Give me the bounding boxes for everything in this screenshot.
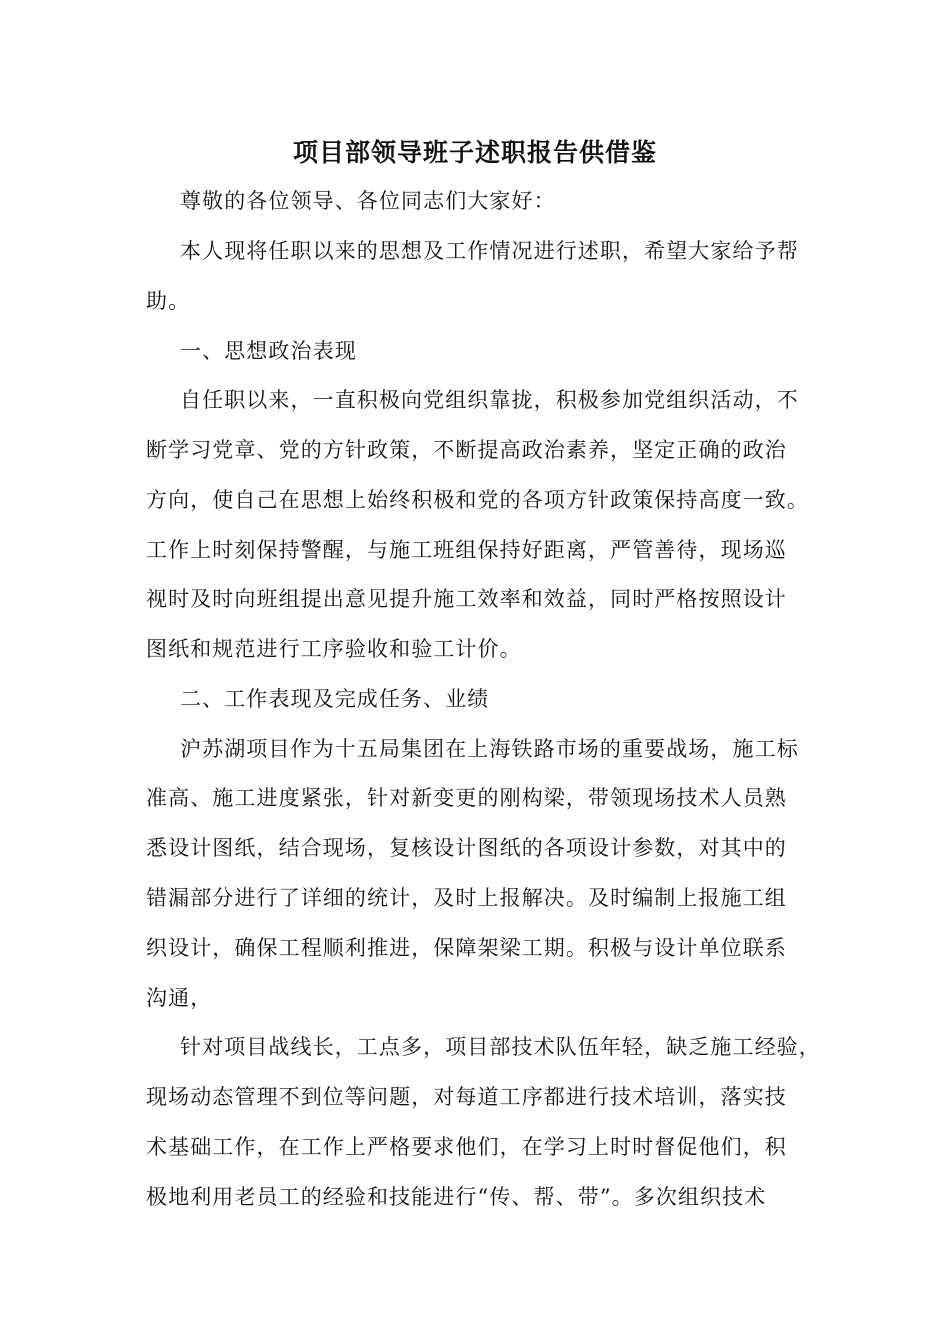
paragraph-line: 本人现将任职以来的思想及工作情况进行述职，希望大家给予帮 <box>180 239 799 263</box>
paragraph-line: 极地利用老员工的经验和技能进行“传、帮、带”。多次组织技术 <box>146 1185 767 1209</box>
paragraph-line: 准高、施工进度紧张，针对新变更的刚构梁，带领现场技术人员熟 <box>146 786 787 810</box>
paragraph-line: 悉设计图纸，结合现场，复核设计图纸的各项设计参数，对其中的 <box>146 836 787 860</box>
paragraph-line: 断学习党章、党的方针政策，不断提高政治素养，坚定正确的政治 <box>146 438 787 462</box>
paragraph-line: 错漏部分进行了详细的统计，及时上报解决。及时编制上报施工组 <box>146 886 787 910</box>
paragraph-line: 视时及时向班组提出意见提升施工效率和效益，同时严格按照设计 <box>146 587 787 611</box>
paragraph-line: 沟通， <box>146 986 213 1010</box>
paragraph-line: 术基础工作，在工作上严格要求他们，在学习上时时督促他们，积 <box>146 1135 787 1159</box>
document-title: 项目部领导班子述职报告供借鉴 <box>292 138 657 167</box>
paragraph-line: 自任职以来，一直积极向党组织靠拢，积极参加党组织活动，不 <box>180 388 799 412</box>
paragraph-line: 沪苏湖项目作为十五局集团在上海铁路市场的重要战场，施工标 <box>180 737 799 761</box>
paragraph-line: 现场动态管理不到位等问题，对每道工序都进行技术培训，落实技 <box>146 1085 787 1109</box>
paragraph-line: 图纸和规范进行工序验收和验工计价。 <box>146 637 522 661</box>
paragraph-line: 织设计，确保工程顺利推进，保障架梁工期。积极与设计单位联系 <box>146 936 787 960</box>
paragraph-line: 工作上时刻保持警醒，与施工班组保持好距离，严管善待，现场巡 <box>146 538 787 562</box>
section-heading: 一、思想政治表现 <box>180 339 357 363</box>
greeting-line: 尊敬的各位领导、各位同志们大家好： <box>180 189 556 213</box>
paragraph-line: 针对项目战线长，工点多，项目部技术队伍年轻，缺乏施工经验， <box>180 1035 821 1059</box>
section-heading: 二、工作表现及完成任务、业绩 <box>180 687 490 711</box>
paragraph-line: 方向，使自己在思想上始终积极和党的各项方针政策保持高度一致。 <box>146 488 809 512</box>
paragraph-line: 助。 <box>146 289 191 313</box>
